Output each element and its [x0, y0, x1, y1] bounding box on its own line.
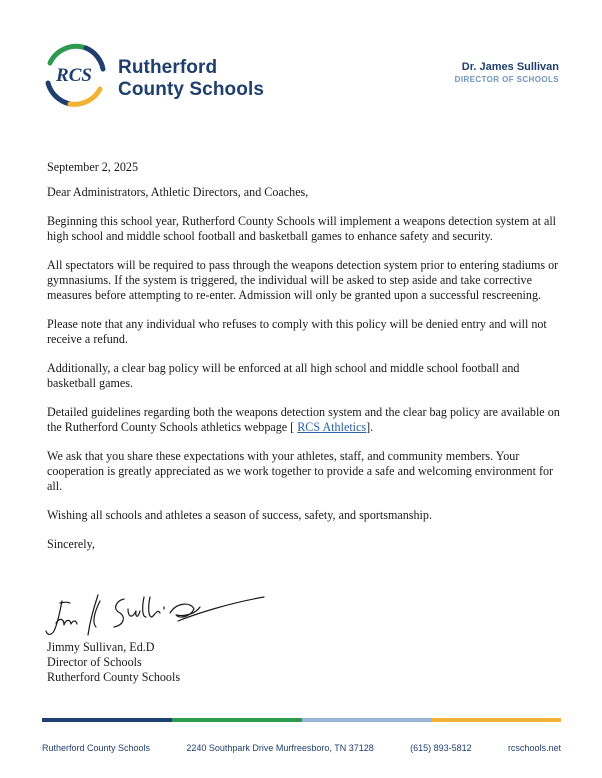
org-name-line1: Rutherford — [118, 57, 218, 78]
letter-body — [47, 160, 563, 566]
footer-org: Rutherford County Schools — [42, 743, 151, 753]
rcs-logo-icon — [40, 41, 108, 109]
letterhead — [0, 0, 602, 120]
signer-org: Rutherford County Schools — [47, 670, 181, 684]
letter-closing: Sincerely, — [47, 537, 95, 551]
letter-date: September 2, 2025 — [47, 160, 139, 174]
signature-icon — [40, 589, 270, 643]
rcs-athletics-link[interactable]: RCS Athletics — [297, 420, 367, 434]
signer-name: Jimmy Sullivan, Ed.D — [47, 640, 155, 654]
director-name: Dr. James Sullivan — [461, 61, 559, 73]
footer-bar-light-blue — [302, 718, 432, 722]
footer — [42, 743, 561, 753]
paragraph-clear-bag: Additionally, a clear bag policy will be enforced at all high school and middle school football and basketball games. — [47, 361, 520, 390]
paragraph-weapons-intro: Beginning this school year, Rutherford County Schools will implement a weapons detection system at all high school and middle school football and basketball games to enhance safety and security. — [47, 214, 557, 243]
paragraph-share: We ask that you share these expectations with your athletes, staff, and community members. Your cooperation is greatly appreciated as we work together to provide a safe and welcoming environment for all. — [47, 449, 554, 493]
org-name-line2: County Schools — [118, 79, 265, 100]
director-info — [455, 61, 559, 86]
guidelines-text: Detailed guidelines regarding both the weapons detection system and the clear bag policy are available on the Rutherford County Schools athletics webpage [ — [47, 405, 560, 434]
director-title: DIRECTOR OF SCHOOLS — [454, 75, 559, 84]
guidelines-end: ]. — [366, 420, 374, 434]
signer-title: Director of Schools — [47, 655, 142, 669]
paragraph-guidelines — [47, 405, 563, 435]
paragraph-screening: All spectators will be required to pass through the weapons detection system prior to entering stadiums or gymnasiums. If the system is triggered, the individual will be asked to step aside and take corrective measures before attempting to re-enter. Admission will only be granted upon a successful rescreening. — [47, 258, 559, 302]
letter-salutation: Dear Administrators, Athletic Directors, and Coaches, — [47, 185, 309, 199]
paragraph-refusal: Please note that any individual who refuses to comply with this policy will be denied entry and will not receive a refund. — [47, 317, 547, 346]
paragraph-wishes: Wishing all schools and athletes a season of success, safety, and sportsmanship. — [47, 508, 432, 522]
signature-block — [47, 640, 180, 685]
footer-bar-gold — [431, 718, 561, 722]
footer-phone: (615) 893-5812 — [410, 743, 472, 753]
footer-color-bar — [42, 718, 561, 722]
footer-address: 2240 Southpark Drive Murfreesboro, TN 37128 — [186, 743, 374, 753]
org-name — [118, 57, 264, 101]
logo-initials: RCS — [56, 65, 92, 86]
footer-bar-navy — [42, 718, 172, 722]
footer-website[interactable]: rcschools.net — [507, 743, 561, 753]
footer-bar-green — [172, 718, 302, 722]
